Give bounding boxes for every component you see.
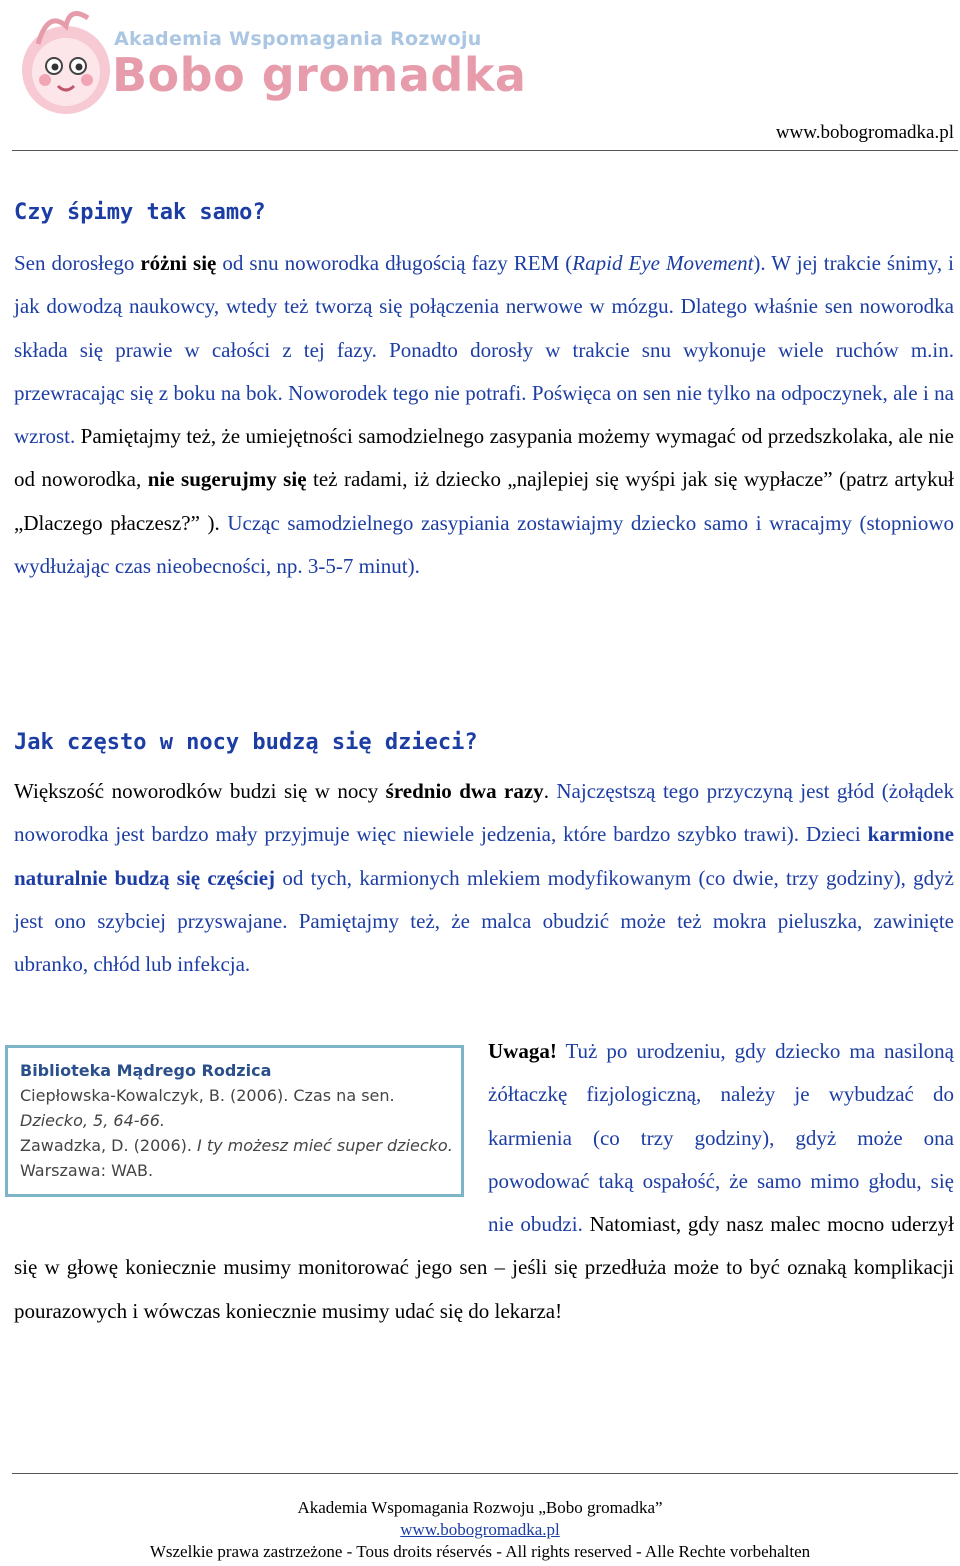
header-divider <box>12 150 958 151</box>
footer-link[interactable]: www.bobogromadka.pl <box>400 1520 560 1539</box>
library-ref-2: Zawadzka, D. (2006). I ty możesz mieć super dziecko. <box>20 1136 453 1155</box>
section-heading-sleep: Czy śpimy tak samo? <box>14 200 266 225</box>
library-ref-1: Ciepłowska-Kowalczyk, B. (2006). Czas na sen. Dziecko, 5, 64-66. <box>20 1086 395 1130</box>
logo-academy-text: Akademia Wspomagania Rozwoju <box>114 28 482 50</box>
library-title: Biblioteka Mądrego Rodzica <box>20 1061 272 1080</box>
section-heading-night-waking: Jak często w nocy budzą się dzieci? <box>14 730 478 755</box>
logo <box>18 4 527 122</box>
footer-copyright: Wszelkie prawa zastrzeżone - Tous droits réservés - All rights reserved - Alle Rechte vorbehalten <box>149 1542 811 1561</box>
paragraph-night-waking: Większość noworodków budzi się w nocy średnio dwa razy. Najczęstszą tego przyczyną jest głód (żołądek noworodka jest bardzo mały przyjmuje więc niewiele jedzenia, które bardzo szybko trawi). Dzieci karmione naturalnie budzą się częściej od tych, karmionych mlekiem modyfikowanym (co dwie, trzy godziny), gdyż jest ono szybciej przyswajane. Pamiętajmy też, że malca obudzić może też mokra pieluszka, zawinięte ubranko, chłód lub infekcja. <box>14 779 954 977</box>
paragraph-warning: Uwaga! Tuż po urodzeniu, gdy dziecko ma nasiloną żółtaczkę fizjologiczną, należy je wybudzać do karmienia (co trzy godziny), gdyż może ona powodować taką ospałość, że samo mimo głodu, się nie obudzi. Natomiast, gdy nasz malec mocno uderzył się w głowę koniecznie musimy monitorować jego sen – jeśli się przedłuża może to być oznaką komplikacji pourazowych i wówczas koniecznie musimy udać się do lekarza! <box>14 1039 955 1323</box>
site-url[interactable]: www.bobogromadka.pl <box>775 122 954 143</box>
footer-academy: Akademia Wspomagania Rozwoju „Bobo gromadka” <box>297 1498 663 1517</box>
baby-face-icon <box>18 4 118 122</box>
paragraph-sleep-intro: Sen dorosłego różni się od snu noworodka długością fazy REM (Rapid Eye Movement). W jej trakcie śnimy, i jak dowodzą naukowcy, wtedy też tworzą się połączenia nerwowe w mózgu. Dlatego właśnie sen noworodka składa się prawie w całości z tej fazy. Ponadto dorosły w trakcie snu wykonuje wiele ruchów m.in. przewracając się z boku na bok. Noworodek tego nie potrafi. Poświęca on sen nie tylko na odpoczynek, ale i na wzrost. <box>14 251 954 449</box>
library-ref-2-publisher: Warszawa: WAB. <box>20 1161 154 1180</box>
paragraph-sleep: Sen dorosłego różni się od snu noworodka długością fazy REM (Rapid Eye Movement). W jej trakcie śnimy, i jak dowodzą naukowcy, wtedy też tworzą się połączenia nerwowe w mózgu. Dlatego właśnie sen noworodka składa się prawie w całości z tej fazy. Ponadto dorosły w trakcie snu wykonuje wiele ruchów m.in. przewracając się z boku na bok. Noworodek tego nie potrafi. Poświęca on sen nie tylko na odpoczynek, ale i na wzrost. Pamiętajmy też, że umiejętności samodzielnego zasypania możemy wymagać od przedszkolaka, ale nie od noworodka, nie sugerujmy się też radami, iż dziecko „najlepiej się wyśpi jak się wypłacze” (patrz artykuł „Dlaczego płaczesz?” ). Ucząc samodzielnego zasypiania zostawiajmy dziecko samo i wracajmy (stopniowo wydłużając czas nieobecności, np. 3-5-7 minut). <box>14 251 954 579</box>
footer-divider <box>12 1473 958 1474</box>
logo-name-text: Bobo gromadka <box>112 48 527 102</box>
library-reference-box <box>5 1045 464 1197</box>
